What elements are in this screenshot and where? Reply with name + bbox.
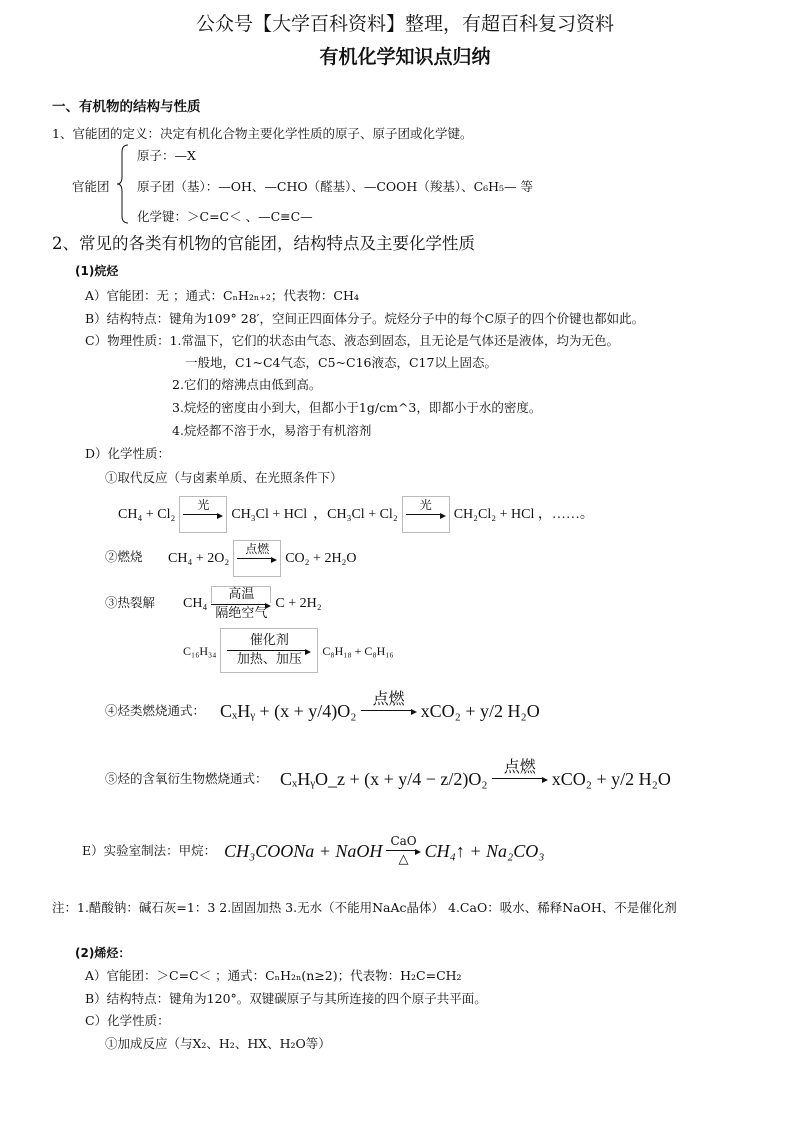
reaction1b-right: CH₂Cl₂ + HCl ，……。 (453, 506, 594, 522)
condition-light: 光 (197, 498, 210, 512)
condition-box (233, 540, 281, 577)
condition-box (386, 833, 420, 868)
reaction2-title: ②燃烧 (105, 549, 143, 564)
alkene-c: C）化学性质： (85, 1013, 170, 1028)
alkane-c1b: 一般地，C1~C4气态，C5~C16液态，C17以上固态。 (185, 355, 497, 370)
section-heading: 一、有机物的结构与性质 (52, 99, 201, 115)
reaction4-left: CₓHᵧ + (x + y/4)O₂ (220, 700, 357, 721)
brace-icon (116, 144, 130, 224)
lab-prep-right: CH₄↑ + Na₂CO₃ (424, 840, 545, 861)
arrow-icon (361, 710, 413, 711)
arrow-icon (211, 604, 267, 605)
condition-ignite: 点燃 (372, 689, 405, 708)
condition-cao: CaO (390, 834, 417, 848)
alkane-a: A）官能团：无 ；通式：CₙH₂ₙ₊₂；代表物：CH₄ (85, 288, 359, 303)
alkane-c2: 2.它们的熔沸点由低到高。 (172, 377, 322, 392)
condition-ignite: 点燃 (245, 542, 270, 556)
condition-ignite: 点燃 (503, 757, 536, 776)
condition-catalyst: 催化剂 (249, 633, 289, 648)
arrow-icon (237, 558, 273, 559)
arrow-icon (183, 514, 219, 515)
reaction3b-left: C₁₆H₃₄ (183, 643, 217, 658)
condition-box (492, 757, 548, 800)
reaction1-right: CH₃Cl + HCl (231, 506, 308, 522)
alkene-title: (2)烯烃： (75, 946, 131, 960)
page-title: 有机化学知识点归纳 (319, 46, 491, 68)
arrow-icon (227, 650, 307, 651)
reaction5-equation (280, 757, 671, 800)
alkane-d: D）化学性质： (85, 446, 171, 461)
condition-light: 光 (419, 498, 432, 512)
reaction1-left: CH₄ + Cl₂ (118, 506, 176, 522)
reaction1-title: ①取代反应（与卤素单质、在光照条件下） (105, 470, 343, 485)
condition-box (402, 496, 450, 533)
arrow-icon (406, 514, 442, 515)
condition-box (179, 496, 227, 533)
section2-heading: 2、常见的各类有机物的官能团，结构特点及主要化学性质 (52, 234, 475, 253)
functional-bond: 化学键：＞C=C＜ 、—C≡C— (137, 209, 313, 224)
condition-high-temp: 高温 (211, 586, 271, 603)
header-banner: 公众号【大学百科资料】整理，有超百科复习资料 (195, 13, 614, 35)
alkene-c1: ①加成反应（与X₂、H₂、HX、H₂O等） (105, 1036, 331, 1051)
reaction4-right: xCO₂ + y/2 H₂O (420, 700, 540, 721)
alkane-c4: 4.烷烃都不溶于水，易溶于有机溶剂 (172, 423, 372, 438)
alkane-b: B）结构特点：键角为109° 28′，空间正四面体分子。烷烃分子中的每个C原子的四个价键也都如此。 (85, 311, 645, 326)
reaction3b-equation (183, 628, 394, 673)
reaction2-left: CH₄ + 2O₂ (168, 550, 230, 566)
lab-prep-title: E）实验室制法：甲烷： (82, 843, 217, 858)
reaction3-title: ③热裂解 (105, 595, 156, 610)
condition-no-air: 隔绝空气 (215, 606, 268, 621)
alkene-a: A）官能团：＞C=C＜ ；通式：CₙH₂ₙ(n≥2)；代表物：H₂C=CH₂ (85, 968, 462, 983)
reaction5-right: xCO₂ + y/2 H₂O (551, 768, 671, 789)
condition-box (361, 689, 417, 732)
arrow-icon (492, 778, 544, 779)
reaction5-title: ⑤烃的含氧衍生物燃烧通式： (105, 771, 268, 786)
reaction2-right: CO₂ + 2H₂O (285, 550, 357, 566)
reaction1b-left: ，CH₃Cl + Cl₂ (313, 506, 398, 522)
reaction3-right: C + 2H₂ (275, 596, 322, 611)
reaction5-left: CₓHᵧO_z + (x + y/4 − z/2)O₂ (280, 768, 488, 789)
arrow-icon (386, 850, 416, 851)
reaction2-equation (168, 540, 357, 577)
reaction1-equation (118, 496, 594, 533)
condition-heat: △ (398, 852, 409, 867)
reaction3-equation (183, 586, 322, 622)
alkane-c1: C）物理性质：1.常温下，它们的状态由气态、液态到固态，且无论是气体还是液体，均为无色。 (85, 333, 619, 348)
lab-prep-left: CH₃COONa + NaOH (224, 840, 383, 861)
note: 注：1.醋酸钠：碱石灰=1：3 2.固固加热 3.无水（不能用NaAc晶体） 4.CaO：吸水、稀释NaOH、不是催化剂 (52, 900, 677, 915)
alkane-c3: 3.烷烃的密度由小到大，但都小于1g/cm^3，即都小于水的密度。 (172, 400, 542, 415)
functional-group-label: 官能团 (72, 179, 110, 194)
alkane-title: (1)烷烃 (75, 264, 119, 278)
reaction3b-right: C₈H₁₈ + C₈H₁₆ (322, 643, 394, 658)
lab-prep-equation (224, 833, 545, 868)
condition-box (211, 586, 271, 622)
reaction3-left: CH₄ (183, 596, 208, 611)
condition-heat-pressure: 加热、加压 (236, 652, 302, 667)
definition: 1、官能团的定义：决定有机化合物主要化学性质的原子、原子团或化学键。 (52, 126, 473, 141)
functional-atom: 原子：—X (137, 148, 196, 163)
functional-radical: 原子团（基）：—OH、—CHO（醛基）、—COOH（羧基）、C₆H₅— 等 (137, 179, 534, 194)
reaction4-equation (220, 689, 540, 732)
condition-box (220, 628, 318, 673)
alkene-b: B）结构特点：键角为120°。双键碳原子与其所连接的四个原子共平面。 (85, 991, 487, 1006)
reaction4-title: ④烃类燃烧通式： (105, 703, 206, 718)
